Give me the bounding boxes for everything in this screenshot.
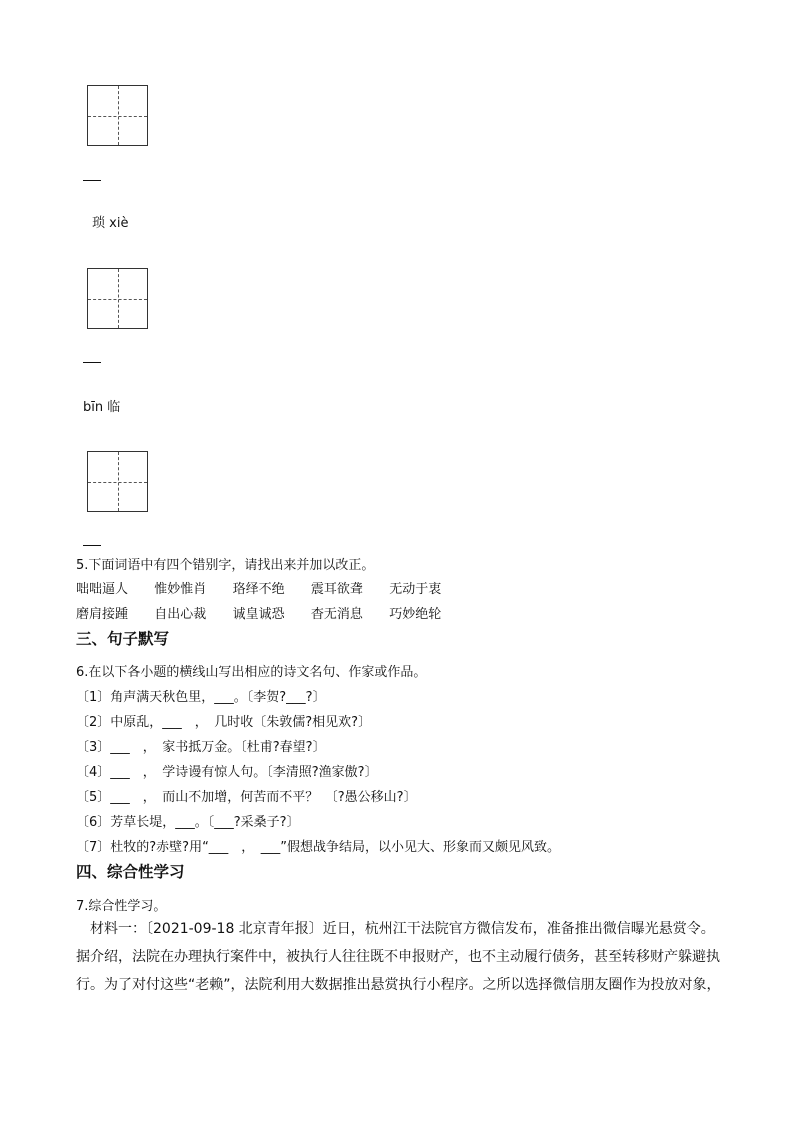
word-item: 无动于衷 — [389, 582, 442, 597]
grid-guide-horizontal — [88, 482, 147, 483]
word-item: 杳无消息 — [310, 607, 363, 622]
word-item: 磨肩接踵 — [76, 607, 129, 622]
grid-guide-horizontal — [88, 299, 147, 300]
question-5-prompt: 5.下面词语中有四个错别字，请找出来并加以改正。 — [76, 558, 375, 573]
recitation-item: 〔1〕角声满天秋色里，___。〔李贺?___?〕 — [76, 690, 326, 705]
word-item: 巧妙绝轮 — [389, 607, 442, 622]
answer-blank[interactable] — [83, 180, 101, 181]
recitation-item: 〔6〕芳草长堤，___。〔___?采桑子?〕 — [76, 815, 300, 830]
question-7-prompt: 7.综合性学习。 — [76, 899, 167, 914]
answer-blank[interactable] — [83, 362, 101, 363]
word-item: 咄咄逼人 — [76, 582, 129, 597]
writing-grid-box[interactable] — [87, 85, 148, 146]
word-item: 震耳欲聋 — [310, 582, 363, 597]
word-row-1 — [76, 578, 441, 597]
word-item: 诚皇诚恐 — [232, 607, 285, 622]
pinyin-prompt: 琐 xiè — [92, 216, 129, 231]
recitation-item: 〔7〕杜牧的?赤壁?用“___ ， ___”假想战争结局，以小见大、形象而又颇见风致。 — [76, 840, 561, 855]
section-heading: 四、综合性学习 — [76, 863, 185, 881]
grid-guide-horizontal — [88, 116, 147, 117]
word-item: 珞绎不绝 — [232, 582, 285, 597]
recitation-item: 〔4〕___ ， 学诗谩有惊人句。〔李清照?渔家傲?〕 — [76, 765, 378, 780]
writing-grid-box[interactable] — [87, 268, 148, 329]
question-6-prompt: 6.在以下各小题的横线山写出相应的诗文名句、作家或作品。 — [76, 665, 427, 680]
writing-grid-box[interactable] — [87, 451, 148, 512]
material-paragraph — [76, 915, 726, 999]
word-item: 自出心裁 — [154, 607, 207, 622]
word-item: 惟妙惟肖 — [154, 582, 207, 597]
recitation-item: 〔3〕___ ， 家书抵万金。〔杜甫?春望?〕 — [76, 740, 326, 755]
paragraph-line: 材料一：〔2021-09-18 北京青年报〕近日，杭州江干法院官方微信发布，准备推出微信曝光悬赏令。 — [76, 921, 715, 937]
word-row-2 — [76, 603, 441, 622]
answer-blank[interactable] — [83, 545, 101, 546]
paragraph-line: 据介绍，法院在办理执行案件中，被执行人往往既不申报财产，也不主动履行债务，甚至转移财产躲避执 — [76, 949, 720, 965]
recitation-item: 〔2〕中原乱，___ ， 几时收〔朱敦儒?相见欢?〕 — [76, 715, 372, 730]
paragraph-line: 行。为了对付这些“老赖”，法院利用大数据推出悬赏执行小程序。之所以选择微信朋友圈作为投放对象， — [76, 977, 721, 993]
section-heading: 三、句子默写 — [76, 630, 170, 648]
pinyin-prompt: bīn 临 — [83, 400, 121, 415]
recitation-item: 〔5〕___ ， 而山不加增，何苦而不平？ 〔?愚公移山?〕 — [76, 790, 417, 805]
